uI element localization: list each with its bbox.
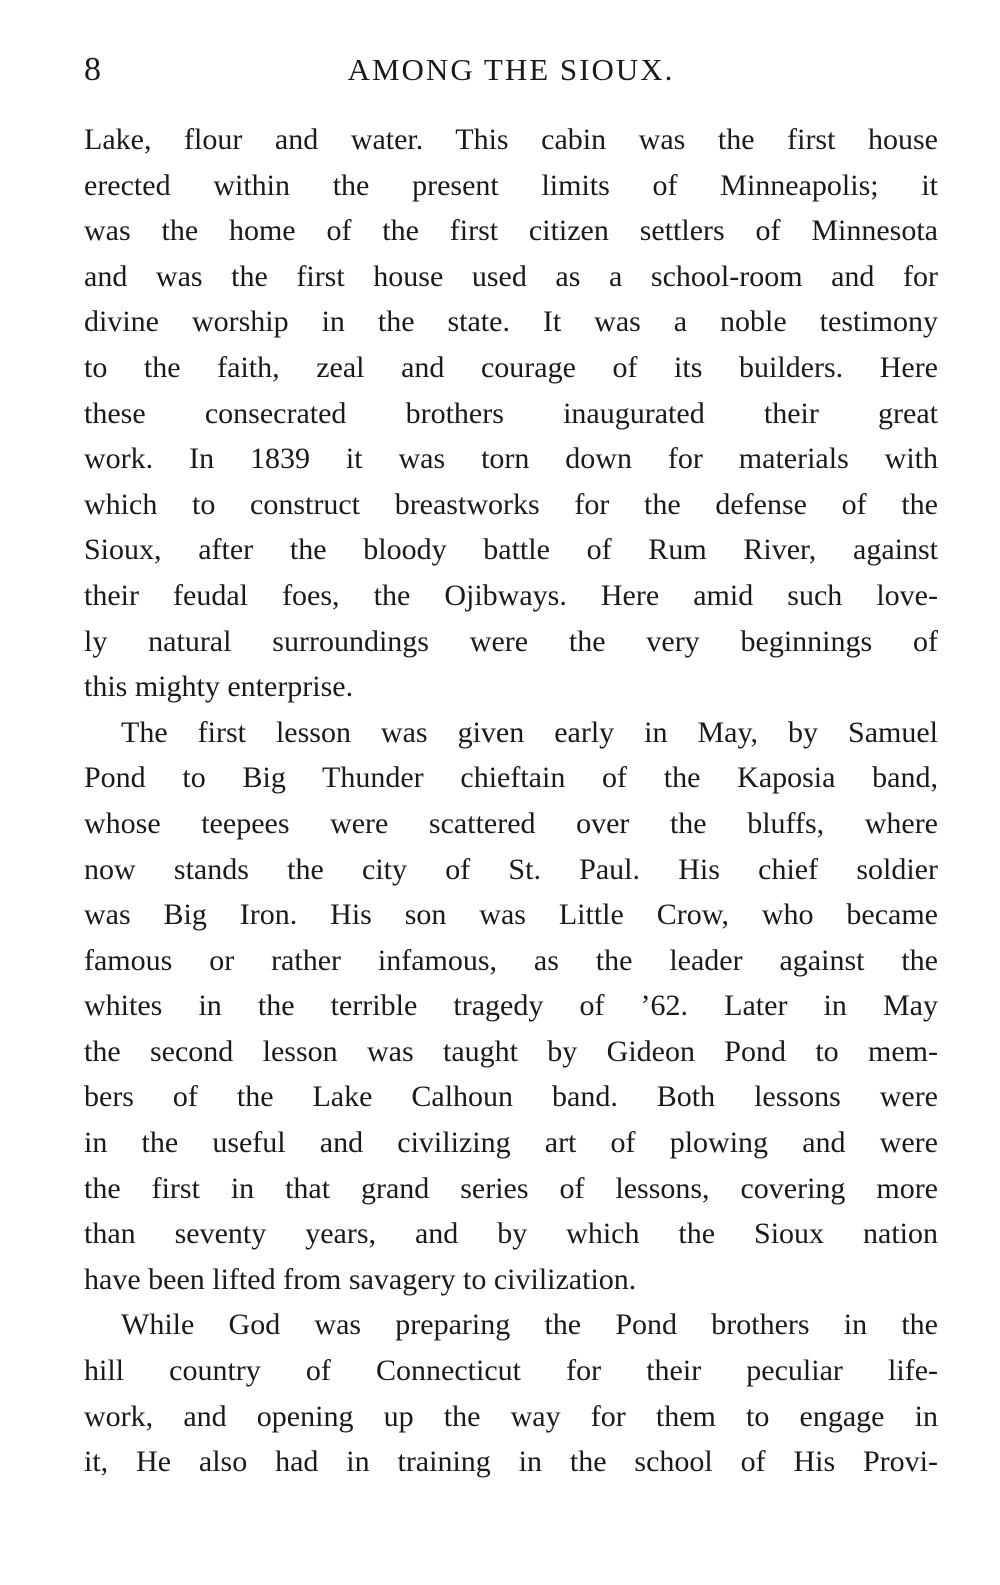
text-line: the first in that grand series of lessons, covering more [84, 1171, 938, 1205]
text-line: was the home of the first citizen settlers of Minnesota [84, 214, 938, 248]
text-line: hill country of Connecticut for their peculiar life- [84, 1354, 938, 1388]
text-line: in the useful and civilizing art of plowing and were [84, 1126, 938, 1160]
running-title: AMONG THE SIOUX. [347, 52, 675, 87]
text-line: the second lesson was taught by Gideon Pond to mem- [84, 1034, 938, 1068]
text-line: famous or rather infamous, as the leader against the [84, 943, 938, 977]
text-line: ly natural surroundings were the very beginnings of [84, 624, 938, 658]
text-line: erected within the present limits of Minneapolis; it [84, 168, 938, 202]
text-line: their feudal foes, the Ojibways. Here amid such love- [84, 578, 938, 612]
paragraph-2 [84, 710, 938, 1303]
text-line: which to construct breastworks for the defense of the [84, 487, 938, 521]
text-line: divine worship in the state. It was a noble testimony [84, 305, 938, 339]
text-line: and was the first house used as a school-room and for [84, 259, 938, 293]
text-line: now stands the city of St. Paul. His chief soldier [84, 852, 938, 886]
paragraph-3 [84, 1302, 938, 1484]
text-line: than seventy years, and by which the Sioux nation [84, 1217, 938, 1251]
text-line: these consecrated brothers inaugurated their great [84, 396, 938, 430]
text-line: to the faith, zeal and courage of its builders. Here [84, 350, 938, 384]
text-line: work, and opening up the way for them to engage in [84, 1399, 938, 1433]
text-line: whites in the terrible tragedy of ’62. Later in May [84, 989, 938, 1023]
text-line: Pond to Big Thunder chieftain of the Kaposia band, [84, 761, 938, 795]
paragraph-1 [84, 117, 938, 710]
text-line: it, He also had in training in the school of His Provi- [84, 1445, 938, 1479]
text-line: have been lifted from savagery to civilization. [84, 1262, 637, 1296]
text-line: was Big Iron. His son was Little Crow, who became [84, 898, 938, 932]
text-line: While God was preparing the Pond brothers in the [121, 1308, 938, 1342]
text-line: Lake, flour and water. This cabin was the first house [84, 123, 938, 156]
text-line: bers of the Lake Calhoun band. Both lessons were [84, 1080, 938, 1114]
text-line: this mighty enterprise. [84, 670, 354, 704]
body-text [84, 117, 938, 1485]
page-number: 8 [84, 51, 101, 88]
page-header [84, 40, 938, 100]
text-line: The first lesson was given early in May, by Samuel [121, 715, 938, 749]
text-line: whose teepees were scattered over the bluffs, where [84, 806, 938, 840]
text-line: work. In 1839 it was torn down for materials with [84, 442, 938, 476]
text-line: Sioux, after the bloody battle of Rum River, against [84, 533, 938, 567]
